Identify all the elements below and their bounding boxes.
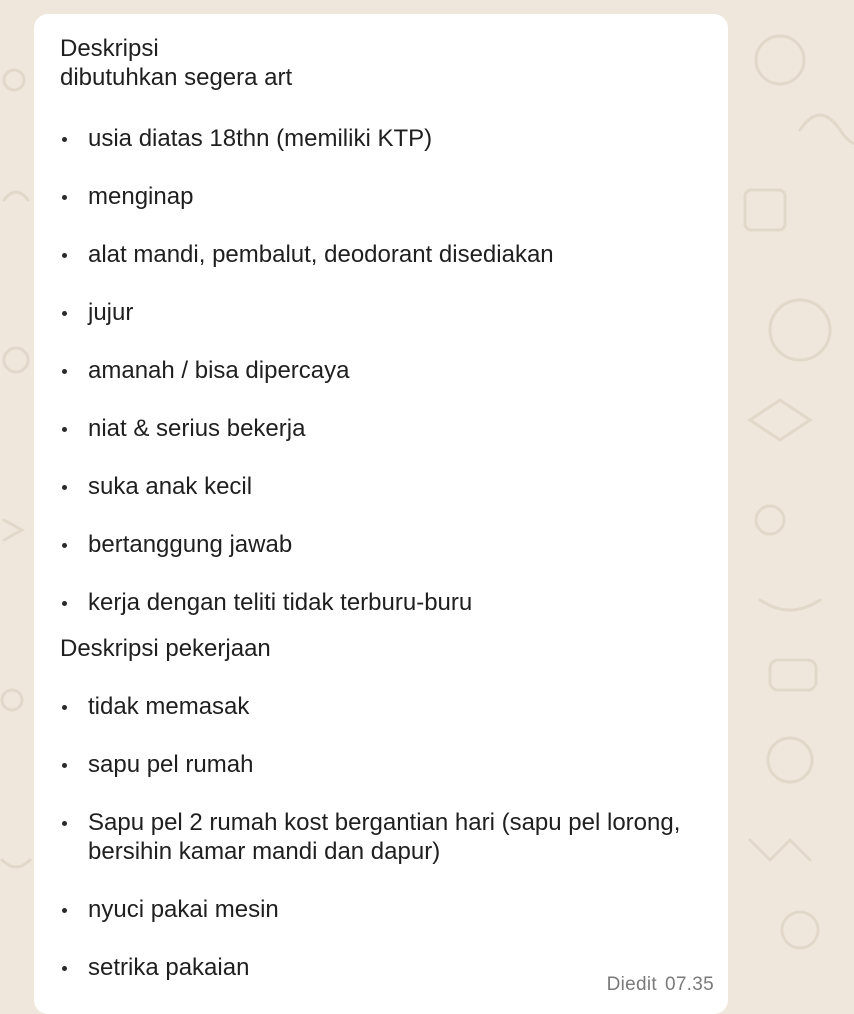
list-item [60,356,698,385]
bullet-icon [62,137,67,142]
list-item [60,240,698,269]
list-item-text: bertanggung jawab [88,531,293,558]
message-time: 07.35 [664,974,714,995]
list-item-text: suka anak kecil [88,473,253,500]
message-subtitle: dibutuhkan segera art [60,64,293,91]
bullet-icon [62,543,67,548]
list-item-text: setrika pakaian [88,954,250,981]
list-item [60,750,698,779]
message-title: Deskripsi [60,35,159,62]
job-items-list [60,692,698,982]
job-description-heading: Deskripsi pekerjaan [60,635,271,662]
list-item-text: menginap [88,183,194,210]
list-item [60,588,698,617]
bullet-icon [62,253,67,258]
list-item [60,953,698,982]
list-item-text: jujur [88,299,134,326]
list-item [60,124,698,153]
bullet-icon [62,195,67,200]
bullet-icon [62,427,67,432]
list-item-text: niat & serius bekerja [88,415,306,442]
list-item [60,414,698,443]
list-item [60,808,698,866]
edited-label: Diedit [606,974,657,995]
bullet-icon [62,311,67,316]
list-item-text: tidak memasak [88,693,250,720]
message-meta [607,974,714,996]
bullet-icon [62,821,67,826]
requirements-list [60,124,698,617]
list-item [60,472,698,501]
bullet-icon [62,485,67,490]
list-item [60,692,698,721]
list-item-text: usia diatas 18thn (memiliki KTP) [88,125,433,152]
list-item [60,530,698,559]
message-bubble[interactable] [34,14,728,1014]
list-item [60,895,698,924]
list-item-text: amanah / bisa dipercaya [88,357,350,384]
bullet-icon [62,966,67,971]
bullet-icon [62,601,67,606]
bullet-icon [62,705,67,710]
list-item [60,298,698,327]
list-item-text: Sapu pel 2 rumah kost bergantian hari (sapu pel lorong, bersihin kamar mandi dan dapur) [88,809,681,865]
bullet-icon [62,908,67,913]
list-item-text: nyuci pakai mesin [88,896,279,923]
list-item [60,182,698,211]
list-item-text: alat mandi, pembalut, deodorant disediakan [88,241,554,268]
list-item-text: sapu pel rumah [88,751,254,778]
bullet-icon [62,763,67,768]
list-item-text: kerja dengan teliti tidak terburu-buru [88,589,473,616]
bullet-icon [62,369,67,374]
